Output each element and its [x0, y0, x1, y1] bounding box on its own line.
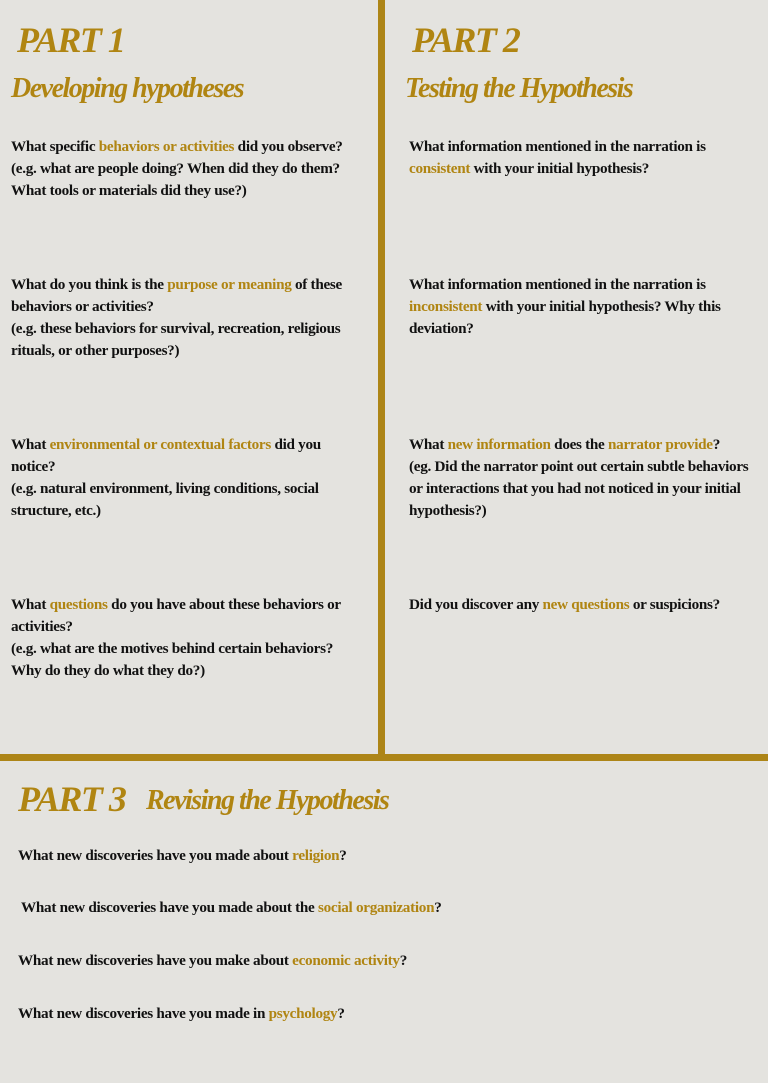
highlight: behaviors or activities — [98, 138, 235, 155]
part3-label: PART 3 — [18, 779, 126, 819]
part2-label: PART 2 — [412, 20, 520, 60]
part2-question-3: What new information does the narrator provide? (eg. Did the narrator point out certain subtle behaviors or interactions that you had not noticed in your initial hypothesis?) — [409, 436, 749, 519]
part2-question-2: What information mentioned in the narration is inconsistent with your initial hypothesis? Why this deviation? — [409, 276, 721, 337]
part1-label: PART 1 — [17, 20, 125, 60]
highlight: psychology — [268, 1005, 338, 1022]
question-note: (e.g. what are people doing? When did they do them? What tools or materials did they use?) — [11, 160, 340, 199]
highlight: new questions — [542, 596, 630, 613]
highlight: social organization — [318, 899, 435, 916]
highlight: environmental or contextual factors — [49, 436, 271, 453]
part2-question-1: What information mentioned in the narration is consistent with your initial hypothesis? — [409, 138, 706, 177]
part1-subtitle: Developing hypotheses — [11, 73, 244, 104]
part3-subtitle: Revising the Hypothesis — [146, 785, 389, 816]
highlight: new information — [447, 436, 551, 453]
part1-question-2: What do you think is the purpose or meaning of these behaviors or activities? (e.g. these behaviors for survival, recreation, religious rituals, or other purposes?) — [11, 276, 342, 359]
part2-subtitle: Testing the Hypothesis — [405, 73, 633, 104]
highlight: questions — [49, 596, 108, 613]
highlight: religion — [292, 847, 340, 864]
part2-question-4: Did you discover any new questions or suspicions? — [409, 596, 720, 613]
part1-question-3: What environmental or contextual factors did you notice? (e.g. natural environment, living conditions, social structure, etc.) — [11, 436, 321, 519]
part1-question-1: What specific behaviors or activities did you observe? (e.g. what are people doing? When did they do them? What tools or materials did they use?) — [11, 138, 343, 199]
highlight: inconsistent — [409, 298, 483, 315]
part3-question-3: What new discoveries have you make about economic activity? — [18, 952, 407, 969]
highlight: narrator provide — [608, 436, 713, 453]
highlight: economic activity — [292, 952, 400, 969]
question-note: (e.g. what are the motives behind certain behaviors? Why do they do what they do?) — [11, 640, 334, 679]
highlight: purpose or meaning — [167, 276, 292, 293]
question-note: (e.g. these behaviors for survival, recreation, religious rituals, or other purposes?) — [11, 320, 341, 359]
part3-question-2: What new discoveries have you made about the social organization? — [21, 899, 442, 916]
part3-question-1: What new discoveries have you made about religion? — [18, 847, 347, 864]
horizontal-divider — [0, 754, 768, 761]
question-note: (eg. Did the narrator point out certain subtle behaviors or interactions that you had not noticed in your initial hypothesis?) — [409, 458, 749, 519]
part1-question-4: What questions do you have about these behaviors or activities? (e.g. what are the motives behind certain behaviors? Why do they do what they do?) — [11, 596, 341, 679]
highlight: consistent — [409, 160, 471, 177]
vertical-divider — [378, 0, 385, 757]
question-note: (e.g. natural environment, living conditions, social structure, etc.) — [11, 480, 319, 519]
part3-question-4: What new discoveries have you made in psychology? — [18, 1005, 345, 1022]
